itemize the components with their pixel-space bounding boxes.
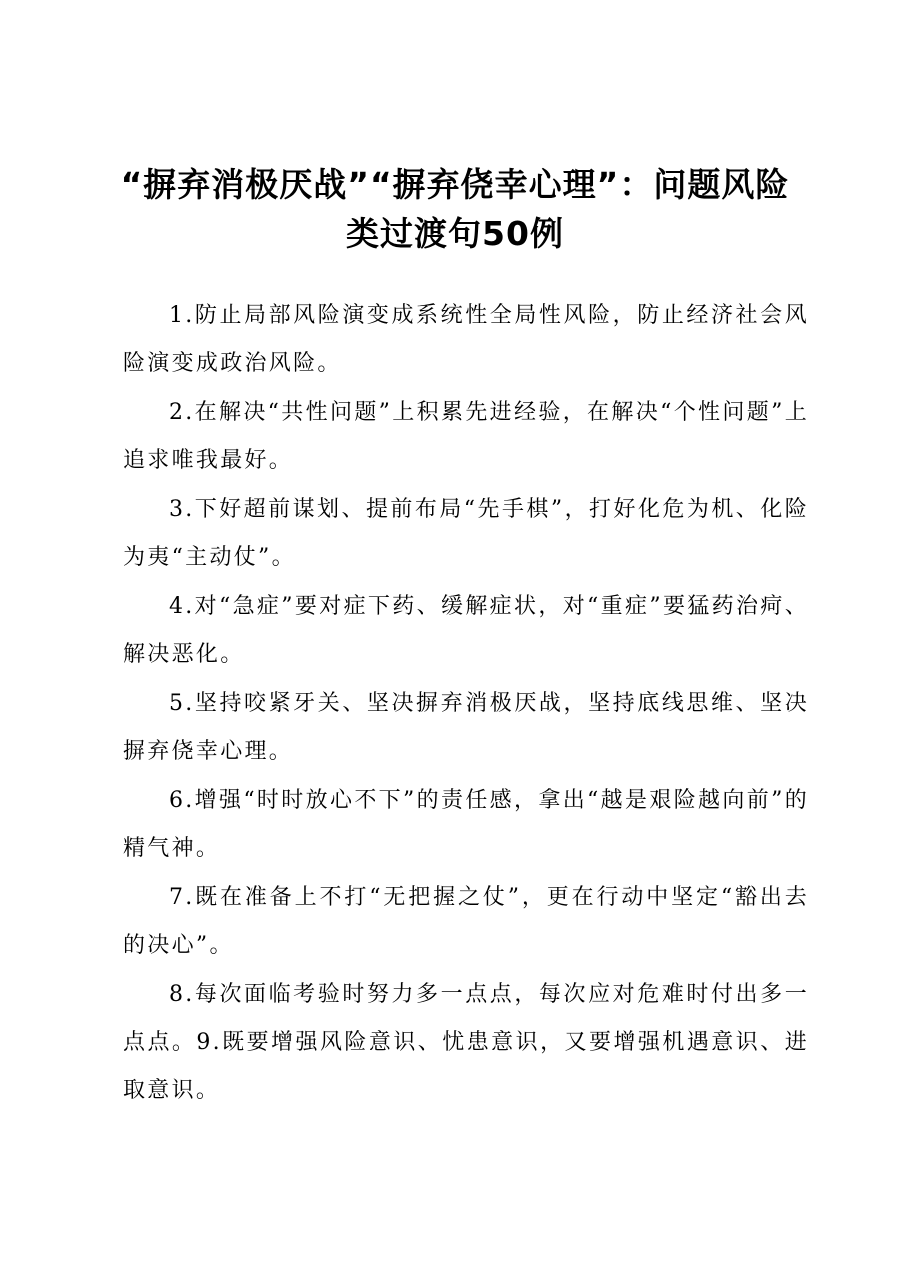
document-body bbox=[123, 292, 809, 1116]
paragraph-3: 3.下好超前谋划、提前布局“先手棋”，打好化危为机、化险为夷“主动仗”。 bbox=[123, 497, 809, 570]
paragraph-4: 4.对“急症”要对症下药、缓解症状，对“重症”要猛药治疴、解决恶化。 bbox=[123, 594, 809, 667]
paragraph-7: 7.既在准备上不打“无把握之仗”，更在行动中坚定“豁出去的决心”。 bbox=[123, 885, 809, 958]
paragraph-6: 6.增强“时时放心不下”的责任感，拿出“越是艰险越向前”的精气神。 bbox=[123, 788, 809, 861]
document-title: “摒弃消极厌战”“摒弃侥幸心理”：问题风险类过渡句50例 bbox=[120, 165, 790, 253]
paragraph-2: 2.在解决“共性问题”上积累先进经验，在解决“个性问题”上追求唯我最好。 bbox=[123, 400, 809, 473]
paragraph-1: 1.防止局部风险演变成系统性全局性风险，防止经济社会风险演变成政治风险。 bbox=[123, 303, 809, 376]
paragraph-8: 8.每次面临考验时努力多一点点，每次应对危难时付出多一点点。9.既要增强风险意识、忧患意识，又要增强机遇意识、进取意识。 bbox=[123, 982, 809, 1103]
paragraph-5: 5.坚持咬紧牙关、坚决摒弃消极厌战，坚持底线思维、坚决摒弃侥幸心理。 bbox=[123, 691, 809, 764]
